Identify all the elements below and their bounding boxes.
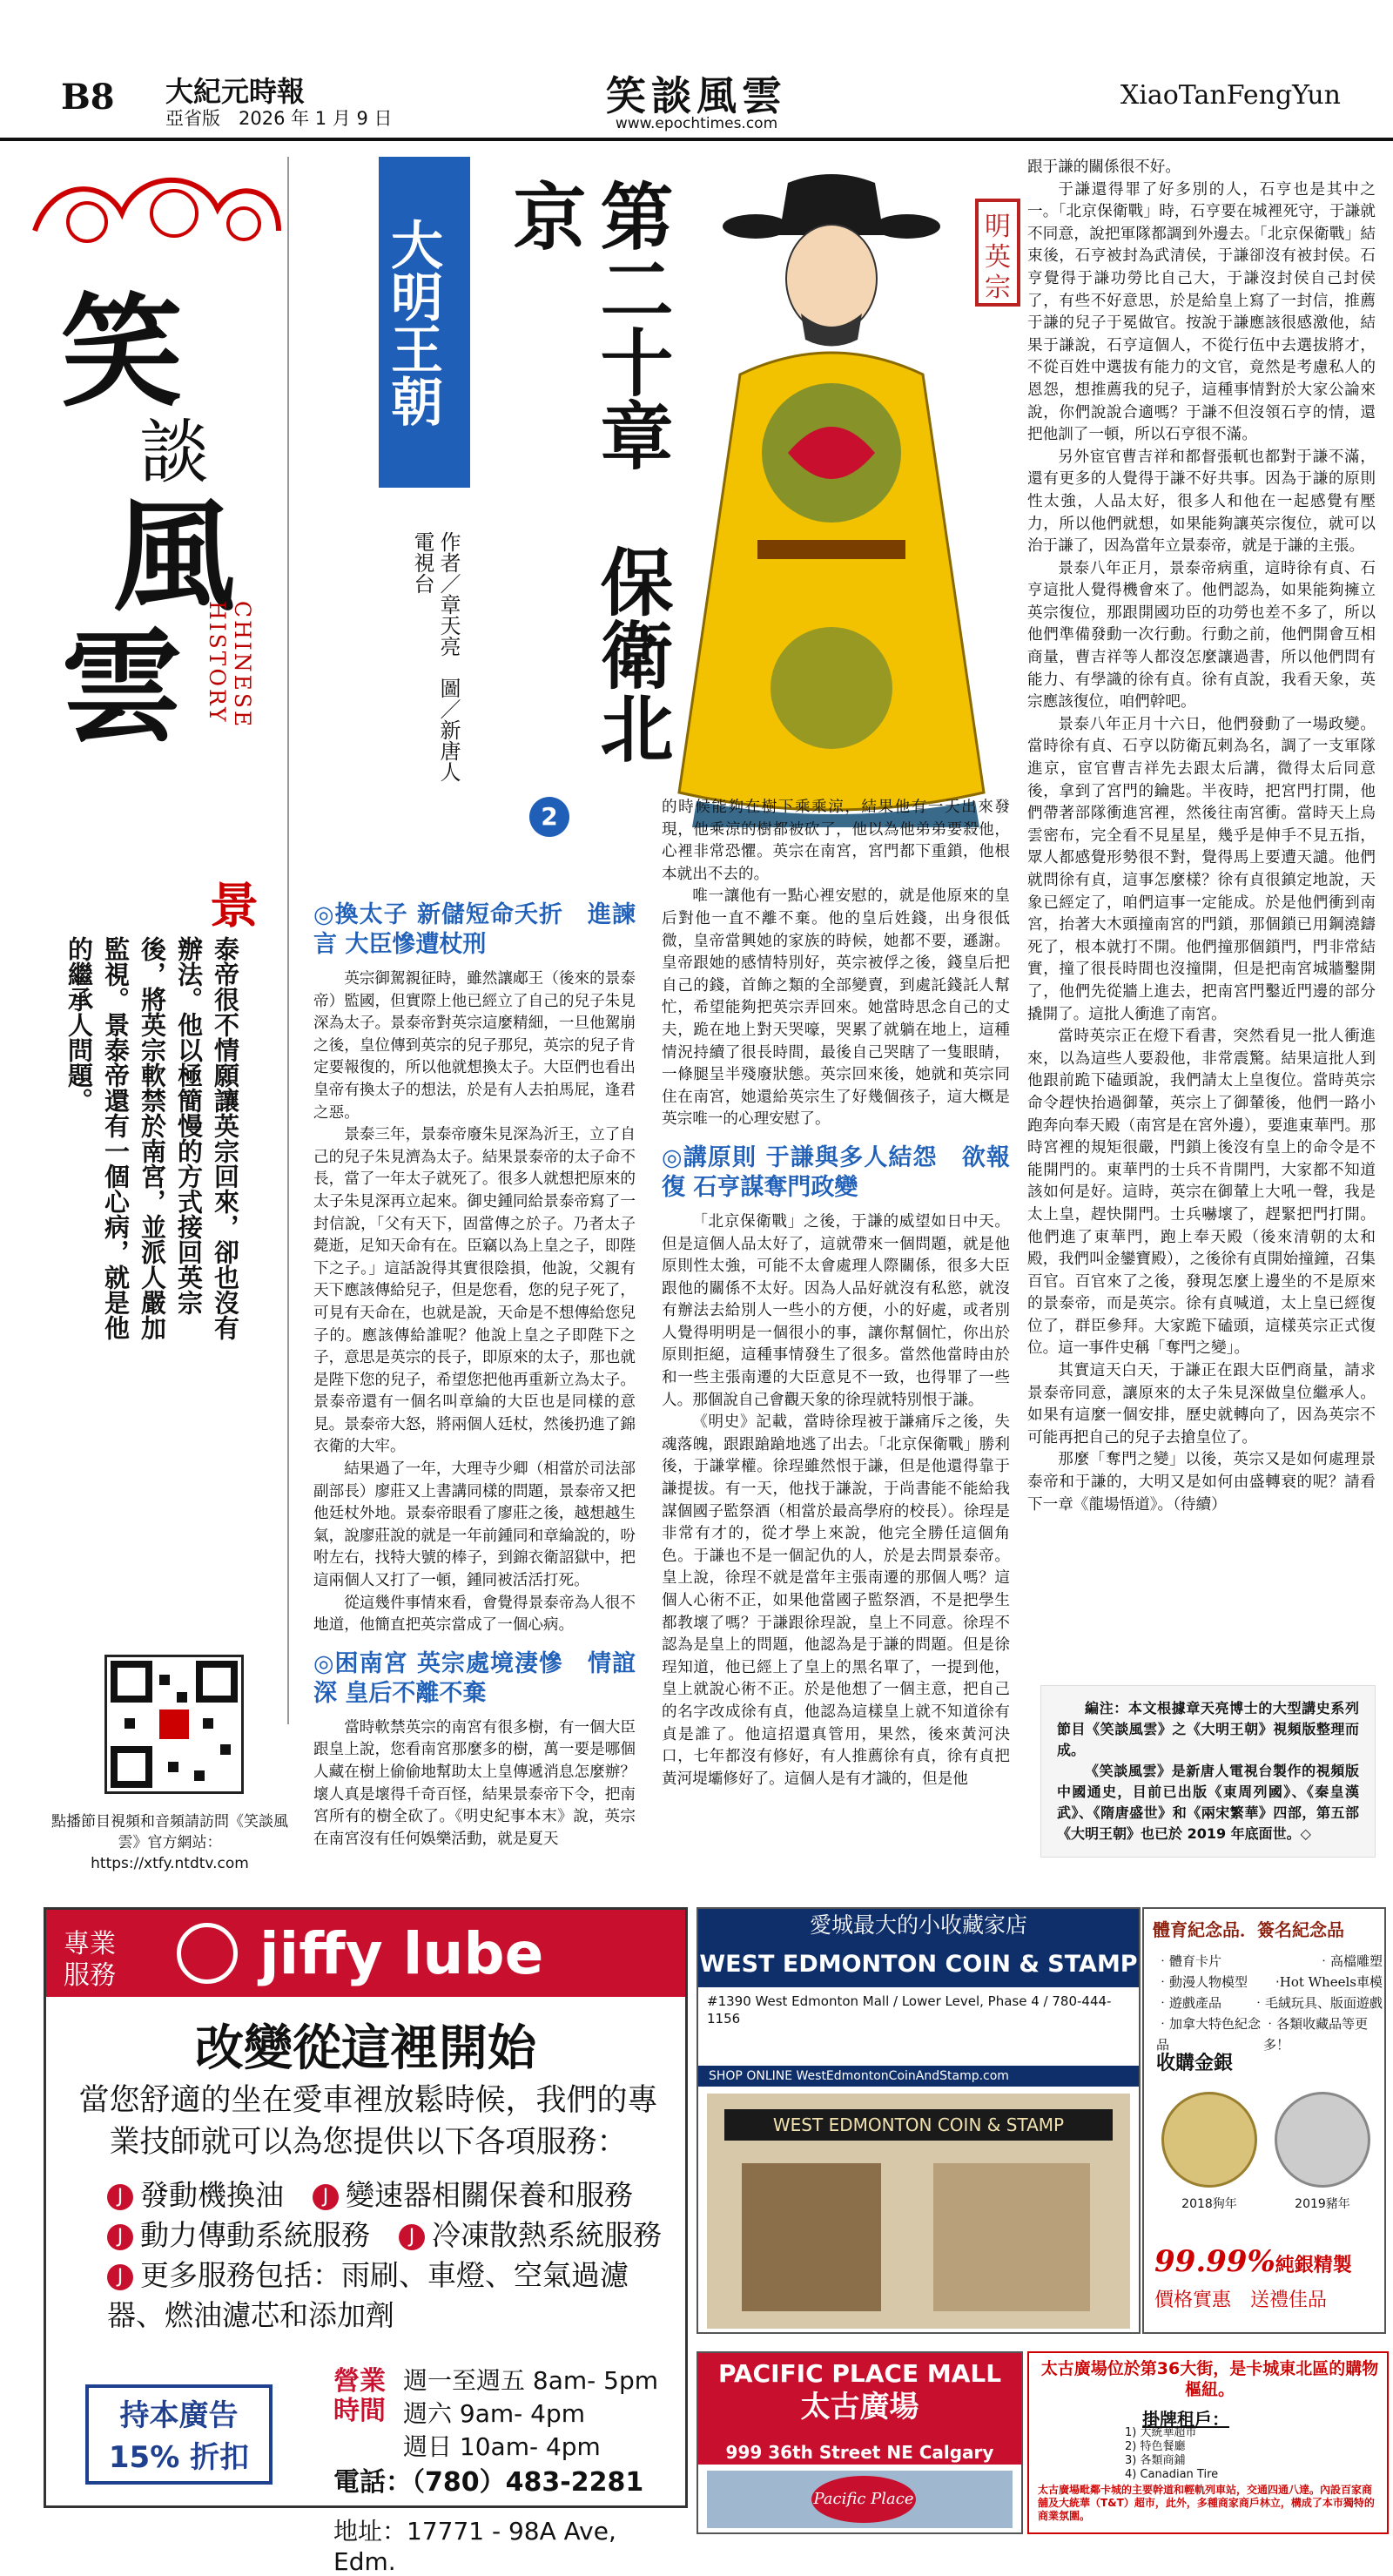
para-a5: 當時軟禁英宗的南宮有很多樹，有一個大臣跟皇上說，您看南宮那麼多的樹，萬一要是哪個人藏在樹上偷偷地幫助太上皇傳遞消息怎麼辦？壞人真是壞得千奇百怪，結果景泰帝下令，把南宮所有的樹全砍了。《明史紀事本末》說，英宗在南宮沒有任何娛樂活動，就是夏天 [313,1718,636,1848]
para-a2: 景泰三年，景泰帝廢朱見深為沂王，立了自己的兒子朱見濟為太子。結果景泰帝的太子命不長，當了一年太子就死了。很多人就想把原來的太子朱見深再立起來。御史鍾同給景泰帝寫了一封信說，「父有天下，固當傳之於子。乃者太子薨逝，足知天命有在。臣竊以為上皇之子，即陛下之子。」這話說得其實很陰損，他說，父親有天下應該傳給兒子，但是您看，您的兒子死了，可見有天命在，也就是說，天命是不想傳給您兒子的。應該傳給誰呢？他說上皇之子即陛下之子，意思是英宗的長子，即原來的太子，那也就是陛下您的兒子，希望您把他再重新立為太子。景泰帝還有一個名叫章綸的大臣也是同樣的意見。景泰帝大怒，將兩個人廷杖，然後扔進了錦衣衛的大牢。 [313,1126,636,1456]
para-a4: 從這幾件事情來看，會覺得景泰帝為人很不地道，他簡直把英宗當成了一個心病。 [313,1594,636,1635]
cloud-ornament-icon [26,161,287,266]
coin-year-pig: 2019豬年 [1295,2197,1350,2211]
jiffy-header [46,1910,685,1997]
logo-char-3: 風 [113,486,236,629]
jiffy-brand: jiffy lube [259,1920,544,1987]
note-1: 編注：本文根據章天亮博士的大型講史系列節目《笑談風雲》之《大明王朝》視頻版整理而成。 [1057,1700,1359,1758]
jiffy-intro: 當您舒適的坐在愛車裡放鬆時候，我們的專業技師就可以為您提供以下各項服務： [78,2083,658,2160]
coin-address: #1390 West Edmonton Mall / Lower Level, Phase 4 / 780-444-1156 [707,1993,1112,2026]
service-4: 冷凍散熱系統服務 [432,2218,662,2252]
para-b4: 《明史》記載，當時徐珵被于謙痛斥之後，失魂落魄，跟跟蹌蹌地逃了出去。「北京保衛戰」勝利後，于謙掌權。徐珵雖然恨于謙，但是他還得靠于謙提拔。有一天，他找于謙說，于尚書能不能給我謀個國子監祭酒（相當於最高學府的校長）。徐珵是非常有才的，從才學上來說，他完全勝任這個角色。于謙也不是一個記仇的人，於是去問景泰帝。皇上說，徐珵不就是當年主張南遷的那個人嗎？這個人心術不正，如果他當國子監祭酒，不是把學生都教壞了嗎？于謙跟徐珵說，皇上不同意。徐珵不認為是皇上的問題，他認為是于謙的問題。但是徐珵知道，他已經上了皇上的黑名單了，一提到他，皇上就說心術不正。於是他想了一個主意，把自己的名字改成徐有貞，他認為這樣皇上就不知道徐有貞是誰了。他這招還真管用，果然，後來黃河決口，七年都沒有修好，有人推薦徐有貞，徐有貞把黃河堤壩修好了。這個人是有才識的，但是他 [662,1413,1010,1788]
logo-english: CHINESE HISTORY [205,601,255,730]
gift-item: ‧高檔雕塑 [1316,1953,1383,1969]
tenant-item: 2) 特色餐廳 [1125,2440,1186,2453]
para-c8: 那麼「奪門之變」以後，英宗又是如何處理景泰帝和于謙的，大明又是如何由盛轉衰的呢？請看下一章《龍場悟道》。（待續） [1027,1451,1376,1514]
sports-gift-ad[interactable] [1142,1907,1386,2334]
store-sign: WEST EDMONTON COIN & STAMP [724,2109,1113,2141]
tenants-description: 太古廣場毗鄰卡城的主要幹道和輕軌列車站，交通四通八達。內設百家商舖及大統華（T&T）超市，此外，多種商家商戶林立，構成了本市獨特的商業氛圍。 [1038,2484,1375,2522]
para-c1: 跟于謙的關係很不好。 [1027,158,1181,176]
gift-items [1156,1951,1383,2055]
discount-line-2: 15% 折扣 [108,2440,250,2475]
header-rule [0,138,1393,141]
hours-list [403,2364,658,2464]
tenant-item: 3) 各類商鋪 [1125,2454,1186,2467]
service-item [107,2215,664,2256]
service-item [107,2175,664,2215]
emperor-illustration [636,165,1045,836]
service-label-2: 服務 [64,1960,116,1991]
para-c6: 當時英宗正在燈下看書，突然看見一批人衝進來，以為這些人要殺他，非常震驚。結果這批人到他跟前跪下磕頭說，我們請太上皇復位。當時英宗命令趕快抬過御輦，英宗上了御輦後，他們一路小跑奔向奉天殿（南宮是在宮外邊），要進東華門。那時宮裡的規矩很嚴，門鎖上後沒有皇上的命令是不能開門的。東華門的士兵不肯開門，大家都不知道該如何是好。這時，英宗在御輦上大吼一聲，我是太上皇，趕快開門。士兵嚇壞了，趕緊把門打開。他們進了東華門，跑上奉天殿（後來清朝的太和殿，我們叫金鑾寶殿），之後徐有貞開始撞鐘，召集百官。百官來了之後，發現怎麼上邊坐的不是原來的景泰帝，而是英宗。徐有貞喊道，太上皇已經復位了，群臣參拜。大家跪下磕頭，這樣英宗正式復位。這一事件史稱「奪門之變」。 [1027,1028,1376,1358]
para-c4: 景泰八年正月，景泰帝病重，這時徐有貞、石亨這批人覺得機會來了。他們認為，如果能夠擁立英宗復位，那跟開國功臣的功勞也差不多了，所以他們準備發動一次行動。行動之前，他們開會互相商量，曹吉祥等人都沒怎麼讓過書，所以他們問有能力、有學識的徐有貞。徐有貞說，我看天象，英宗應該復位，咱們幹吧。 [1027,559,1376,711]
purity-value: 99.99% [1154,2244,1275,2279]
tenant-item: 4) Canadian Tire [1125,2468,1219,2481]
service-bullet-icon: J [107,2184,133,2210]
note-2: 《笑談風雲》是新唐人電視台製作的視頻版中國通史，目前已出版《東周列國》、《秦皇漢武》、《隋唐盛世》和《兩宋繁華》四部，第五部《大明王朝》也已於 2019 年底面世。◇ [1057,1763,1359,1842]
buy-gold-silver: 收購金銀 [1156,2052,1234,2074]
jiffy-lube-ad[interactable] [44,1907,688,2576]
jiffy-phone[interactable]: 電話：（780）483-2281 [333,2467,644,2498]
column-a [313,888,636,1851]
para-a1: 英宗御駕親征時，雖然讓郕王（後來的景泰帝）監國，但實際上他已經立了自己的兒子朱見深為太子。景泰帝對英宗這麼精細，一旦他駕崩之後，皇位傳到英宗的兒子那兒，英宗的兒子肯定要報復的，所以他就想換太子。大臣們也看出皇帝有換太子的想法，於是有人去拍馬屁，逢君之惡。 [313,970,636,1122]
gift-item: ‧動漫人物模型 [1156,1974,1248,1990]
tenant-item: 1) 大統華超市 [1125,2426,1197,2439]
gift-item: ‧Hot Wheels車模 [1275,1974,1383,1990]
column-b [662,797,1010,1790]
hours-sunday: 週日 10am- 4pm [403,2432,601,2461]
qr-code-icon [107,1657,241,1791]
gift-item: ‧遊戲產品 [1156,1995,1222,2011]
tenants-heading: 掛牌租戶： [1142,2409,1229,2430]
coin-dog-icon [1161,2092,1257,2188]
coin-stamp-ad[interactable] [696,1907,1141,2334]
gift-row [1156,1972,1383,1993]
purity [1154,2244,1352,2279]
store-photo [707,2094,1130,2329]
logo-char-4: 雲 [61,617,184,759]
column-c [1027,157,1376,1516]
subheading-2: ◎困南宮 英宗處境淒慘 情誼深 皇后不離不棄 [313,1649,636,1707]
mall-sign: Pacific Place [811,2476,916,2523]
pacific-name-en: PACIFIC PLACE MALL [717,2359,1002,2388]
pacific-name-zh: 太古廣場 [800,2390,919,2424]
logo-char-1: 笑 [61,281,184,424]
gift-item: ‧各類收藏品等更多！ [1263,2016,1369,2053]
teaser-key-char: 景 [202,880,259,928]
jiffy-address: 地址：17771 - 98A Ave, Edm. [333,2517,616,2576]
jiffy-services [107,2175,664,2336]
sidebar-divider [287,157,289,1724]
service-bullet-icon: J [107,2224,133,2250]
tenants-list [1125,2426,1218,2482]
para-b3: 「北京保衛戰」之後，于謙的威望如日中天。但是這個人品太好了，這就帶來一個問題，就是他原則性太強，可能不太會處理人際關係，很多大臣跟他的關係不太好。因為人品好就沒有私慾，就沒有辦法去給別人一些小的方便，小的好處，或者別人覺得明明是一個很小的事，讓你幫個忙，你出於原則拒絕，這種事情發生了很多。當然他當時由於和一些主張南遷的大臣意見不一致，也得罪了一些人。那個說自己會觀天象的徐珵就特別恨于謙。 [662,1212,1010,1409]
teaser-text: 泰帝很不情願讓英宗回來，卻也沒有辦法。他以極簡慢的方式接回英宗後，將英宗軟禁於南宮，並派人嚴加監視。景泰帝還有一個心病，就是他的繼承人問題。 [64,936,240,1340]
para-b2: 唯一讓他有一點心裡安慰的，就是他原來的皇后對他一直不離不棄。他的皇后姓錢，出身很低微，皇帝當興她的家族的時候，她都不要，遜謝。皇帝跟她的感情特別好，英宗被俘之後，錢皇后把自己的錢，首飾之類的全部變賣，到處託錢託人幫忙，希望能夠把英宗弄回來。她當時思念自己的丈夫，跪在地上對天哭嚎，哭累了就躺在地上，這種情況持續了很長時間，最後自己哭瞎了一隻眼睛，一條腿呈半殘廢狀態。英宗回來後，她就和英宗同住在南宮，她還給英宗生了好幾個孩子，這大概是英宗唯一的心理安慰了。 [662,887,1010,1129]
coin-tagline: 愛城最大的小收藏家店 [698,1909,1139,1942]
gift-tagline: 價格實惠 送禮佳品 [1154,2289,1328,2311]
section-english: XiaoTanFengYun [1120,80,1341,111]
gift-item: ‧體育卡片 [1156,1953,1222,1969]
gift-item: ‧毛絨玩具、版面遊戲 [1251,1995,1383,2011]
service-bullet-icon: J [399,2224,425,2250]
hours-saturday: 週六 9am- 4pm [403,2399,586,2428]
mall-photo [707,2471,1013,2528]
stamp-char-2: 英 [985,242,1011,273]
para-a3: 結果過了一年，大理寺少卿（相當於司法部副部長）廖莊又上書講同樣的問題，景泰帝又把他廷杖外地。景泰帝眼看了廖莊之後，越想越生氣，說廖莊說的就是一年前鍾同和章綸說的，吩咐左右，找特大號的棒子，到錦衣衛詔獄中，把這兩個人又打了一頓，鍾同被活活打死。 [313,1460,636,1590]
para-c7: 其實這天白天，于謙正在跟大臣們商量，請求景泰帝同意，讓原來的太子朱見深做皇位繼承人。如果有這麼一個安排，歷史就轉向了，因為英宗不可能再把自己的兒子去搶皇位了。 [1027,1362,1376,1446]
byline: 作者／章天亮 圖／新唐人電視台 [410,531,461,782]
para-c2: 于謙還得罪了好多別的人，石亨也是其中之一。「北京保衛戰」時，石亨要在城裡死守，于謙就不同意，說把軍隊都調到外邊去。「北京保衛戰」結束後，石亨被封為武清侯，于謙卻沒有被封侯。石亨覺得于謙功勞比自己大，于謙沒封侯自己封侯了，有些不好意思，於是給皇上寫了一封信，推薦于謙的兒子于冕做官。按說于謙應該很感激他，結果于謙說，石亨這個人，不從行伍中去選拔將才，不從百姓中選拔有能力的文官，竟然是考慮私人的恩怨，想推薦我的兒子，這種事情對於大家公論來說，你們說說合適嗎？于謙不但沒領石亨的情，還把他訓了一頓，所以石亨很不滿。 [1027,180,1376,444]
pacific-place-ad[interactable] [696,2351,1023,2534]
page-number: B8 [61,77,115,118]
qr-caption: 點播節目視頻和音頻請訪問《笑談風雲》官方網站：https://xtfy.ntdtv.com [51,1813,288,1872]
discount-line-1: 持本廣告 [119,2398,239,2433]
tenants-headline: 太古廣場位於第36大街，是卡城東北區的購物樞紐。 [1040,2359,1379,2399]
service-bullet-icon: J [313,2184,339,2210]
display-case [933,2163,1090,2311]
purity-text: 純銀精製 [1275,2254,1352,2276]
service-5: 更多服務包括：雨刷、車燈、空氣過濾器、燃油濾芯和添加劑 [107,2258,629,2332]
gift-row [1156,1951,1383,1972]
gift-item: ‧加拿大特色紀念品 [1156,2016,1262,2053]
section-url[interactable]: www.epochtimes.com [615,115,778,132]
stamp-char-3: 宗 [985,273,1011,303]
edition: 亞省版 [165,108,220,129]
logo-char-2: 談 [139,412,209,493]
service-item [107,2256,664,2336]
editor-note [1040,1685,1376,1858]
date: 2026 年 1 月 9 日 [239,108,393,129]
chapter-title: 第二十章 保衛北京 [501,179,675,764]
subheading-3: ◎講原則 于謙與多人結怨 欲報復 石亨謀奪門政變 [662,1143,1010,1201]
qr-code[interactable] [104,1655,244,1794]
service-2: 變速器相關保養和服務 [346,2178,633,2212]
para-b1: 的時候能夠在樹下乘乘涼，結果他有一天出來發現，他乘涼的樹都被砍了，他以為他弟弟要殺他，心裡非常恐懼。英宗在南宮，宮門都下重鎖，他根本就出不去的。 [662,799,1010,883]
pacific-header [698,2353,1021,2440]
para-c3: 另外宦官曹吉祥和都督張軏也都對于謙不滿，還有更多的人覺得于謙不好共事。因為于謙的原則性太強，人品太好，很多人和他在一起感覺有壓力，所以他們就想，如果能夠讓英宗復位，就可以治于謙了，因為當年立景泰帝，就是于謙的主張。 [1027,448,1376,556]
subheading-1: ◎換太子 新儲短命夭折 進諫言 大臣慘遭杖刑 [313,901,636,958]
series-banner: 大明王朝 [379,157,470,488]
discount-box [85,2384,273,2485]
pacific-address: 999 36th Street NE Calgary [698,2440,1021,2465]
page-header [0,0,1393,139]
jiffy-logo-icon [177,1923,238,1984]
service-1: 發動機換油 [140,2178,284,2212]
coin-shop-online[interactable]: SHOP ONLINE WestEdmontonCoinAndStamp.com [698,2066,1139,2087]
gift-heading: 體育紀念品．簽名紀念品 [1153,1919,1344,1940]
section-title: 笑談風雲 [606,72,787,119]
para-c5: 景泰八年正月十六日，他們發動了一場政變。當時徐有貞、石亨以防衛瓦剌為名，調了一支軍隊進京，宦官曹吉祥先去跟太后講，微得太后同意後，拿到了宮門的鑰匙。半夜時，把宮門打開，他們帶著部隊衝進宮裡，然後往南宮衝。當時天上烏雲密布，完全看不見星星，幾乎是伸手不見五指，眾人都感覺形勢很不對，覺得馬上要遭天譴。他們就問徐有貞，這事怎麼樣？徐有貞很鎮定地說，天象已經定了，咱們這事一定能成。於是他們衝到南宮，抬著大木頭撞南宮的門鎖，那個鎖已用鋼澆鑄死了，根本就打不開。他們撞那個鎖門，門非常結實，撞了很長時間也沒撞開，但是把南宮城牆鑿開了，他們先從牆上進去，把南宮門鑿近門邊的部分撬開了。這批人衝進了南宮。 [1027,715,1376,1023]
jiffy-service-label [64,1929,116,1992]
gift-row [1156,1993,1383,2013]
paper-name: 大紀元時報 [165,75,306,108]
part-badge: 2 [529,797,569,837]
hours-weekday: 週一至週五 8am- 5pm [403,2366,659,2395]
coin-store-name: WEST EDMONTON COIN & STAMP [698,1942,1139,1987]
display-case [742,2163,881,2311]
jiffy-headline: 改變從這裡開始 [195,2020,536,2077]
pacific-tenants-ad [1027,2351,1389,2534]
coin-year-dog: 2018狗年 [1181,2197,1237,2211]
hours-label: 營業時間 [333,2366,386,2426]
coin-pig-icon [1275,2092,1370,2188]
service-bullet-icon: J [107,2264,133,2290]
service-label-1: 專業 [64,1929,116,1959]
stamp-char-1: 明 [985,212,1011,242]
service-3: 動力傳動系統服務 [140,2218,370,2252]
